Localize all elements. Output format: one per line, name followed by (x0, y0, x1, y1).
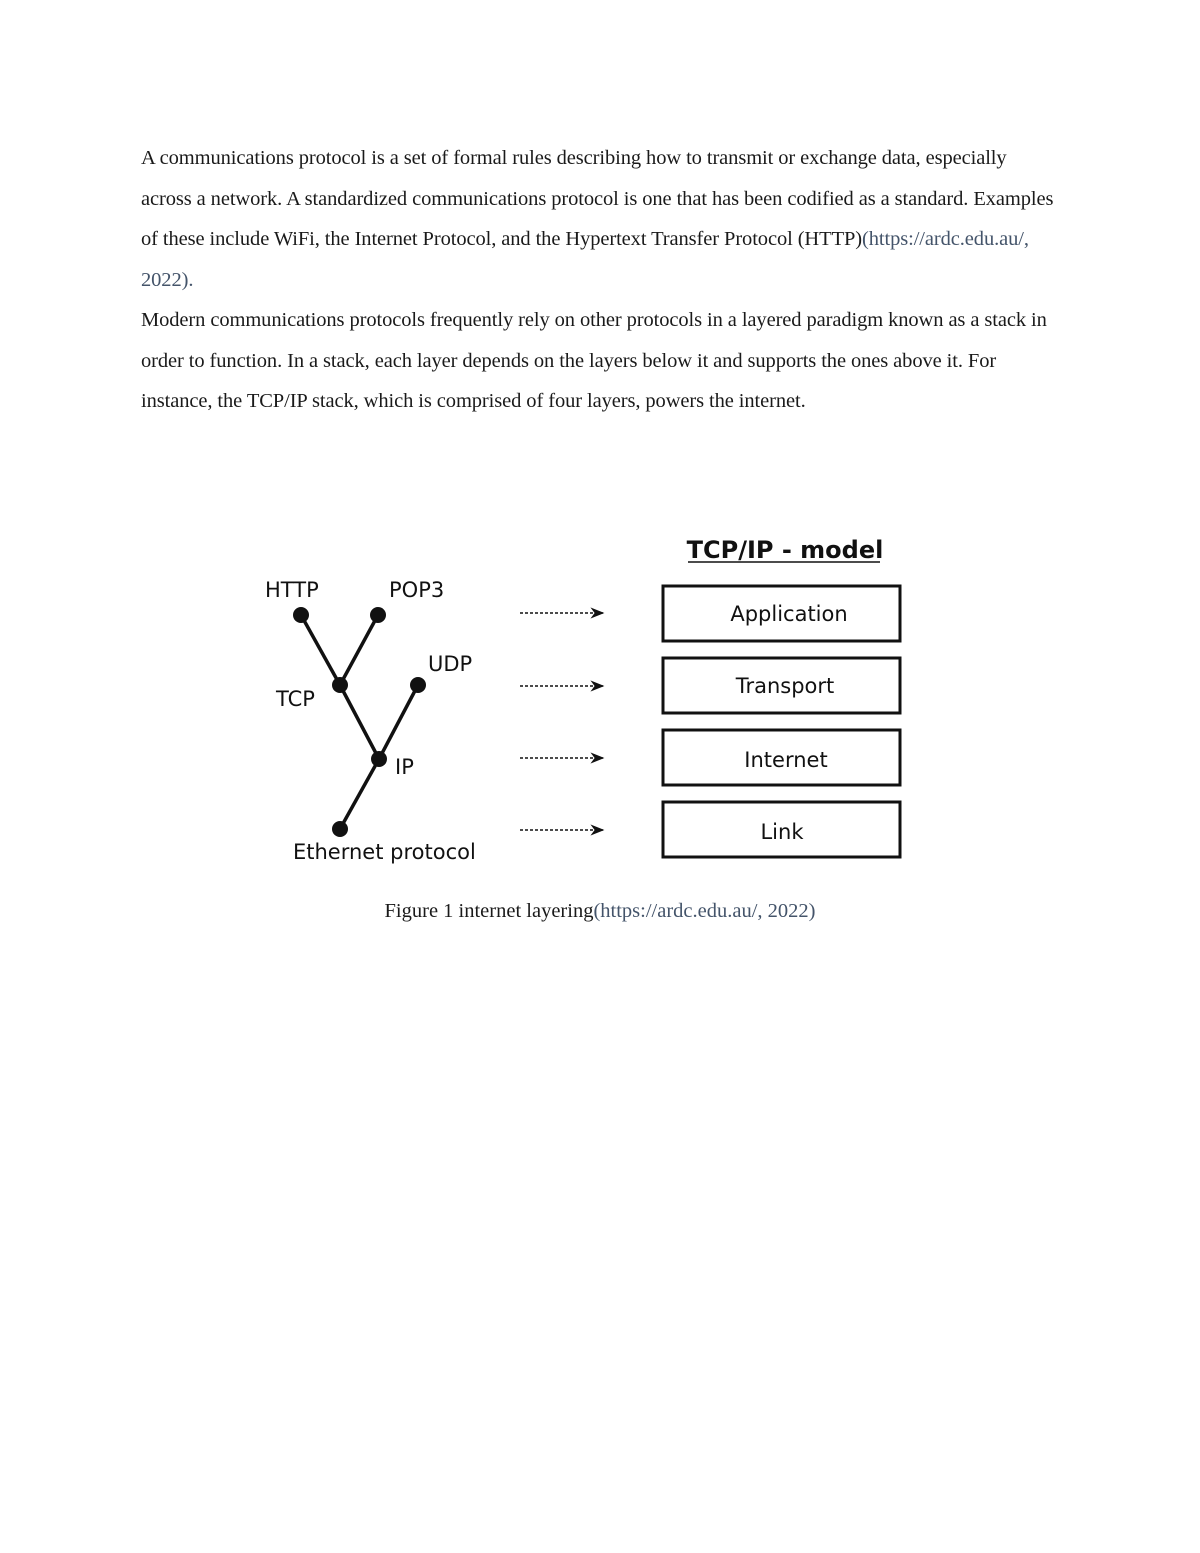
layer-arrows (520, 613, 603, 830)
edge-pop3-tcp (340, 615, 378, 685)
model-title: TCP/IP - model (686, 536, 884, 564)
node-udp (410, 677, 426, 693)
label-ip: IP (395, 755, 414, 779)
label-pop3: POP3 (389, 578, 445, 602)
tcp-ip-diagram (255, 525, 915, 870)
figure-caption (0, 893, 1200, 929)
label-tcp: TCP (276, 687, 315, 711)
node-ip (371, 751, 387, 767)
figure-caption-text: Figure 1 internet layering (384, 900, 594, 922)
tcp-ip-model-figure (255, 525, 915, 870)
figure-caption-citation[interactable]: (https://ardc.edu.au/, 2022) (593, 900, 816, 922)
paragraph-2-text: Modern communications protocols frequently rely on other protocols in a layered paradigm known as a stack in order to function. In a stack, each layer depends on the layers below it and supports the ones above it. For instance, the TCP/IP stack, which is comprised of four layers, powers the internet. (141, 309, 1047, 412)
edge-udp-ip (379, 685, 418, 759)
node-ethernet (332, 821, 348, 837)
citation-link[interactable]: (https://ardc.edu.au/, 2022). (141, 228, 1029, 291)
edge-tcp-ip (340, 685, 379, 759)
node-tcp (332, 677, 348, 693)
node-pop3 (370, 607, 386, 623)
label-http: HTTP (265, 578, 319, 602)
layer-label-transport: Transport (735, 674, 835, 698)
paragraph-1-text: A communications protocol is a set of formal rules describing how to transmit or exchange data, especially across a network. A standardized communications protocol is one that has been codified as a standard. Examples of these include WiFi, the Internet Protocol, and the Hypertext Transfer Protocol (HTTP) (141, 147, 1054, 250)
edge-ip-ethernet (340, 759, 379, 829)
layer-label-application: Application (730, 602, 848, 626)
paragraph-protocol-stack (141, 300, 1061, 422)
body-text (141, 138, 1061, 422)
protocol-tree-edges (301, 615, 418, 829)
layer-boxes (663, 586, 900, 857)
node-http (293, 607, 309, 623)
layer-label-link: Link (760, 820, 804, 844)
paragraph-protocol-definition (141, 138, 1061, 300)
label-udp: UDP (428, 652, 473, 676)
layer-label-internet: Internet (744, 748, 828, 772)
edge-http-tcp (301, 615, 340, 685)
label-ethernet-protocol: Ethernet protocol (293, 840, 476, 864)
